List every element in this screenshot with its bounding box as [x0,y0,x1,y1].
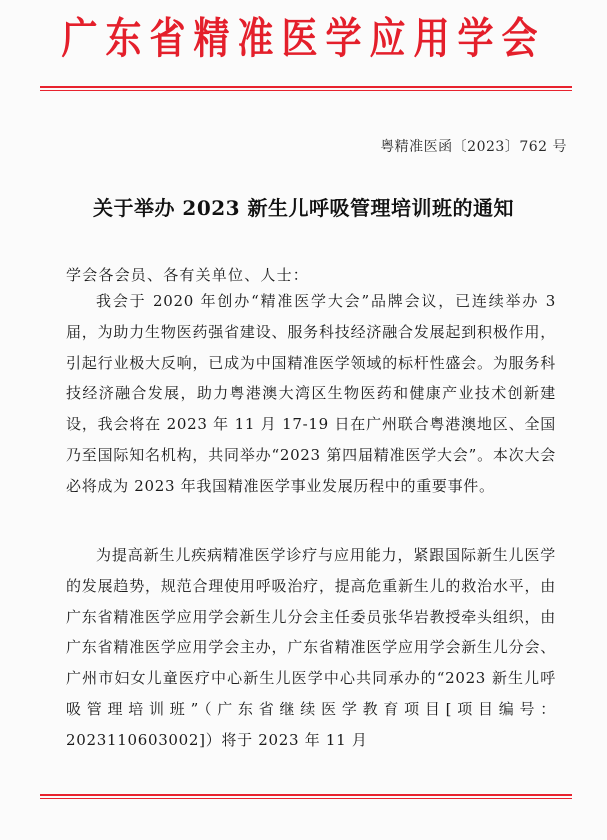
footer-rule [40,794,572,796]
letterhead-title: 广东省精准医学应用学会 [61,15,546,64]
document-number: 粤精准医函〔2023〕762 号 [380,139,567,155]
body-paragraph: 我会于 2020 年创办“精准医学大会”品牌会议，已连续举办 3 届，为助力生物医药强省建设、服务科技经济融合发展起到积极作用，引起行业极大反响，已成为中国精准医学领域的标杆性盛会。为服务科技经济融合发展，助力粤港澳大湾区生物医药和健康产业技术创新建设，我会将在 2023 年 11 月 17-19 日在广州联合粤港澳地区、全国乃至国际知名机构，共同举办“2023 第四届精准医学大会”。本次大会必将成为 2023 年我国精准医学事业发展历程中的重要事件。 [66,292,556,495]
salutation: 学会各会员、各有关单位、人士： [66,266,310,284]
letterhead-rule [40,86,572,88]
letterhead-rule-thin [40,90,572,91]
footer-rule-thin [40,798,572,799]
body-paragraph: 为提高新生儿疾病精准医学诊疗与应用能力，紧跟国际新生儿医学的发展趋势，规范合理使用呼吸治疗，提高危重新生儿的救治水平，由广东省精准医学应用学会新生儿分会主任委员张华岩教授牵头组织，由广东省精准医学应用学会主办，广东省精准医学应用学会新生儿分会、广州市妇女儿童医疗中心新生儿医学中心共同承办的“2023 新生儿呼吸管理培训班”（广东省继续医学教育项目[项目编号：2023110603002]）将于 2023 年 11 月 [66,546,556,749]
document-title: 关于举办 2023 新生儿呼吸管理培训班的通知 [92,196,515,220]
